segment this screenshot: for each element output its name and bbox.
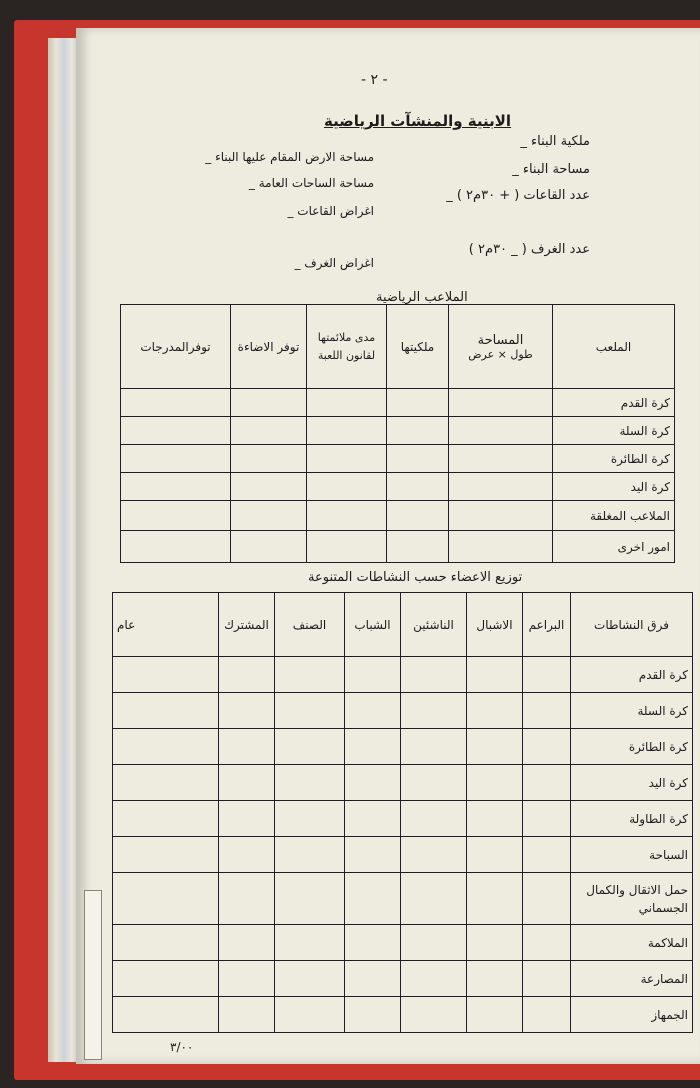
table-row	[121, 501, 675, 531]
header-juniors: الناشئين	[401, 593, 467, 657]
header-suitability: مدى ملائمتها لقانون اللعبة	[307, 305, 387, 389]
table-row	[113, 925, 693, 961]
rooms-purpose-field: اغراض الغرف _	[294, 256, 374, 270]
table-row	[113, 961, 693, 997]
row-label: المصارعة	[571, 961, 693, 997]
header-class: الصنف	[275, 593, 345, 657]
row-label: الملاكمة	[571, 925, 693, 961]
table-row	[113, 729, 693, 765]
halls-count-field: عدد القاعات ( + ٣٠م٢ ) _	[446, 188, 590, 203]
members-distribution-table	[112, 592, 693, 1033]
table-row	[121, 445, 675, 473]
building-area-field: مساحة البناء _	[512, 162, 590, 177]
row-label: كرة القدم	[553, 389, 675, 417]
row-label: السباحة	[571, 837, 693, 873]
header-ownership: ملكيتها	[387, 305, 449, 389]
header-cubs: الاشبال	[467, 593, 523, 657]
section-title: الابنية والمنشآت الرياضية	[324, 112, 512, 130]
sports-fields-table	[120, 304, 675, 563]
table-row	[113, 693, 693, 729]
row-label: كرة السلة	[571, 693, 693, 729]
header-field: الملعب	[553, 305, 675, 389]
rooms-count-field: عدد الغرف ( _ ٣٠م٢ )	[468, 242, 590, 257]
footer-form-code: ٣/٠٠	[170, 1040, 194, 1054]
header-participant: المشترك	[219, 593, 275, 657]
table-row	[113, 801, 693, 837]
table-row	[121, 417, 675, 445]
row-label: كرة القدم	[571, 657, 693, 693]
header-stands: توفرالمدرجات	[121, 305, 231, 389]
page-edge-tab	[84, 890, 102, 1060]
table-row	[113, 837, 693, 873]
table-row	[121, 473, 675, 501]
table-row	[121, 531, 675, 563]
public-yards-area-field: مساحة الساحات العامة _	[248, 176, 374, 190]
land-area-field: مساحة الارض المقام عليها البناء _	[205, 150, 374, 164]
header-area-label: المساحة	[477, 332, 524, 348]
members-distribution-title: توزيع الاعضاء حسب النشاطات المتنوعة	[308, 570, 523, 585]
header-general: عام	[113, 593, 219, 657]
document-page	[76, 28, 700, 1064]
sports-fields-title: الملاعب الرياضية	[376, 290, 468, 305]
row-label: كرة اليد	[571, 765, 693, 801]
halls-purpose-field: اغراض القاعات _	[287, 204, 374, 218]
building-ownership-field: ملكية البناء _	[520, 134, 590, 149]
row-label: امور اخرى	[553, 531, 675, 563]
header-buds: البراعم	[523, 593, 571, 657]
header-area	[449, 305, 553, 389]
table-row	[113, 873, 693, 925]
row-label: كرة اليد	[553, 473, 675, 501]
row-label: كرة الطاولة	[571, 801, 693, 837]
row-label: كرة الطائرة	[553, 445, 675, 473]
header-youth: الشباب	[345, 593, 401, 657]
header-activities: فرق النشاطات	[571, 593, 693, 657]
table-row	[113, 997, 693, 1033]
row-label: الجمهاز	[571, 997, 693, 1033]
row-label: كرة السلة	[553, 417, 675, 445]
table-row	[113, 657, 693, 693]
page-number: - ٢ -	[361, 72, 388, 88]
header-area-subheader: طول × عرض	[468, 347, 533, 361]
table-row	[113, 765, 693, 801]
row-label: كرة الطائرة	[571, 729, 693, 765]
header-lighting: توفر الاضاءة	[231, 305, 307, 389]
row-label: حمل الاثقال والكمال الجسماني	[571, 873, 693, 925]
row-label: الملاعب المغلقة	[553, 501, 675, 531]
table-row	[121, 389, 675, 417]
